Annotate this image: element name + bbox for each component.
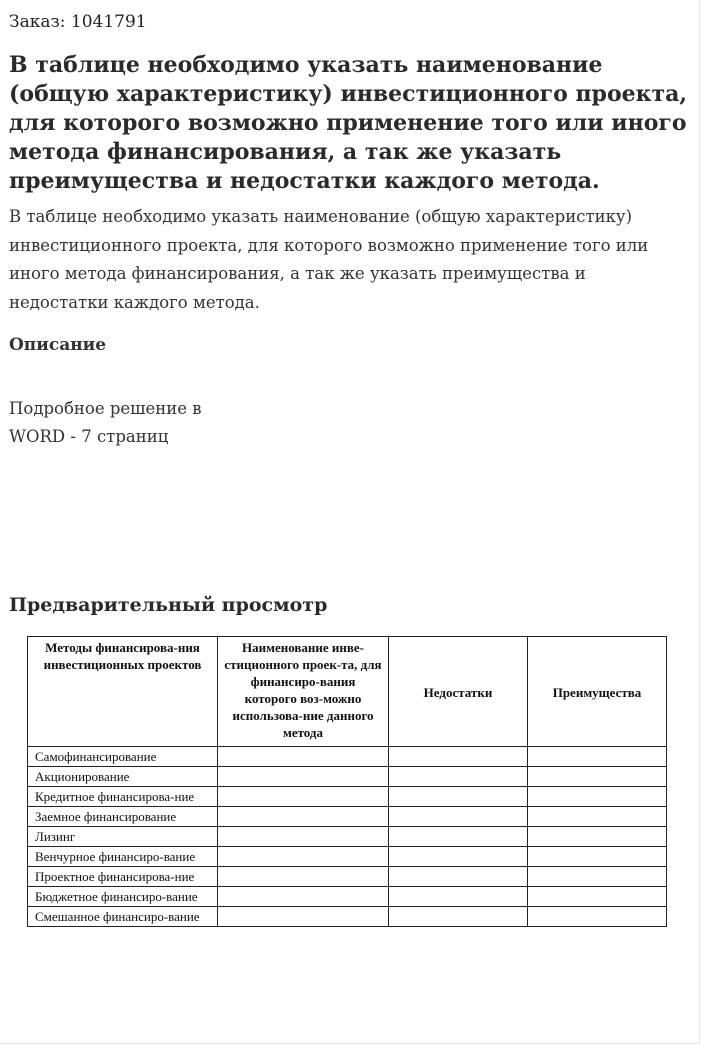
method-cell: Венчурное финансиро-вание [28,847,218,867]
table-header-row [28,637,667,747]
empty-cell [218,847,389,867]
table-row [28,767,667,787]
header-disadvantages: Недостатки [389,637,528,747]
order-number: Заказ: 1041791 [9,12,147,32]
empty-cell [389,807,528,827]
empty-cell [218,747,389,767]
empty-cell [528,907,667,927]
empty-cell [389,767,528,787]
table-row [28,807,667,827]
header-advantages: Преимущества [528,637,667,747]
method-cell: Лизинг [28,827,218,847]
solution-info [9,395,239,451]
method-cell: Заемное финансирование [28,807,218,827]
preview-heading: Предварительный просмотр [9,594,328,616]
table-row [28,747,667,767]
method-cell: Кредитное финансирова-ние [28,787,218,807]
description-text: В таблице необходимо указать наименование (общую характеристику) инвестиционного проекта, для которого возможно применение того или иного метода финансирования, а так же указать преимущества и недостатки каждого метода. [9,207,649,312]
header-project-name: Наименование инве-стиционного проек-та, для финансиро-вания которого воз-можно использова-ние данного метода [218,637,389,747]
table-row [28,827,667,847]
table-row [28,847,667,867]
empty-cell [218,907,389,927]
table-row [28,867,667,887]
empty-cell [218,807,389,827]
method-cell: Бюджетное финансиро-вание [28,887,218,907]
table-row [28,907,667,927]
method-cell: Смешанное финансиро-вание [28,907,218,927]
empty-cell [389,787,528,807]
method-cell: Самофинансирование [28,747,218,767]
empty-cell [528,867,667,887]
empty-cell [218,767,389,787]
empty-cell [528,787,667,807]
empty-cell [389,887,528,907]
empty-cell [389,827,528,847]
empty-cell [218,887,389,907]
table-row [28,887,667,907]
method-cell: Акционирование [28,767,218,787]
financing-methods-table [27,636,667,927]
empty-cell [389,907,528,927]
empty-cell [389,867,528,887]
empty-cell [528,887,667,907]
empty-cell [528,747,667,767]
empty-cell [218,867,389,887]
preview-image [27,636,666,927]
empty-cell [389,847,528,867]
empty-cell [218,787,389,807]
empty-cell [528,827,667,847]
solution-line-1: Подробное решение в [9,399,202,418]
solution-line-2: WORD - 7 страниц [9,427,169,446]
empty-cell [528,767,667,787]
empty-cell [528,807,667,827]
table-row [28,787,667,807]
method-cell: Проектное финансирова-ние [28,867,218,887]
description-heading: Описание [9,335,107,355]
page-title: В таблице необходимо указать наименование (общую характеристику) инвестиционного проекта, для которого возможно применение того или иного метода финансирования, а так же указать преимущества и недостатки каждого метода. [9,52,688,194]
empty-cell [389,747,528,767]
empty-cell [528,847,667,867]
header-methods: Методы финансирова-ния инвестиционных проектов [28,637,218,747]
empty-cell [218,827,389,847]
